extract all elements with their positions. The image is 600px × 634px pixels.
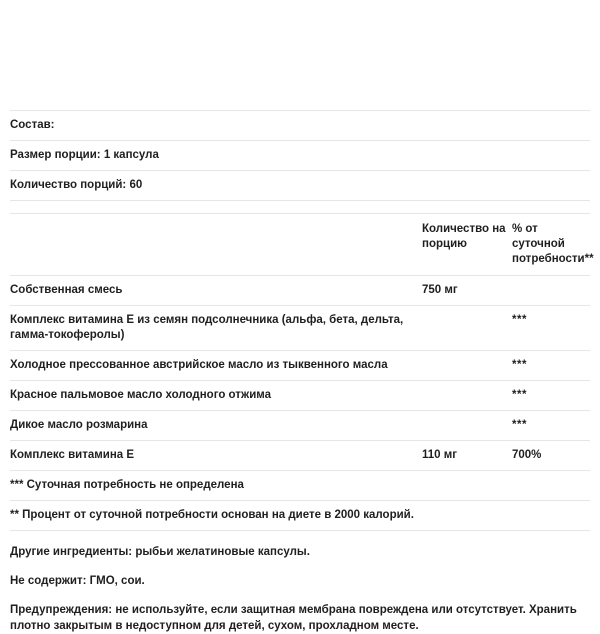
ingredient-amount bbox=[420, 381, 510, 411]
serving-size-row: Размер порции: 1 капсула bbox=[10, 149, 159, 161]
table-row bbox=[10, 171, 590, 201]
ingredient-name: Холодное прессованное австрийское масло из тыквенного масла bbox=[10, 359, 388, 371]
table-spacer-row bbox=[10, 201, 590, 214]
spacer-cell bbox=[510, 201, 590, 214]
warnings-note: Предупреждения: не используйте, если защитная мембрана повреждена или отсутствует. Хранить плотно закрытым в недоступном для детей, сухом, прохладном месте. bbox=[10, 604, 577, 632]
table-row bbox=[10, 306, 590, 351]
table-row bbox=[10, 111, 590, 141]
ingredient-daily-value bbox=[510, 276, 590, 306]
notes-section bbox=[10, 531, 590, 634]
other-ingredients-note: Другие ингредиенты: рыбьи желатиновые капсулы. bbox=[10, 546, 310, 558]
ingredient-daily-value: *** bbox=[512, 314, 527, 326]
supplement-facts-table bbox=[10, 110, 594, 531]
ingredient-amount bbox=[420, 351, 510, 381]
ingredient-amount bbox=[420, 306, 510, 351]
table-row bbox=[10, 411, 590, 441]
table-row bbox=[10, 351, 590, 381]
ingredient-name: Комплекс витамина Е bbox=[10, 449, 135, 461]
table-row bbox=[10, 381, 590, 411]
ingredient-name: Красное пальмовое масло холодного отжима bbox=[10, 389, 272, 401]
column-header-percent-daily-value: % от суточной потребности** bbox=[512, 223, 594, 265]
ingredient-amount: 110 мг bbox=[422, 449, 458, 461]
composition-heading: Состав: bbox=[10, 119, 55, 131]
spacer-cell bbox=[420, 201, 510, 214]
table-row bbox=[10, 441, 590, 471]
table-row bbox=[10, 141, 590, 171]
ingredient-name: Дикое масло розмарина bbox=[10, 419, 148, 431]
free-from-note: Не содержит: ГМО, сои. bbox=[10, 575, 145, 587]
top-blank-space bbox=[0, 0, 600, 110]
table-row bbox=[10, 501, 590, 531]
ingredient-amount bbox=[420, 411, 510, 441]
ingredient-daily-value: *** bbox=[512, 389, 527, 401]
column-header-amount-per-serving: Количество на порцию bbox=[422, 223, 506, 250]
column-header-name bbox=[10, 214, 420, 276]
ingredient-daily-value: *** bbox=[512, 419, 527, 431]
ingredient-daily-value: *** bbox=[512, 359, 527, 371]
servings-per-container-row: Количество порций: 60 bbox=[10, 179, 143, 191]
table-row bbox=[10, 471, 590, 501]
spacer-cell bbox=[10, 201, 420, 214]
footnote-daily-value-not-established: *** Суточная потребность не определена bbox=[10, 479, 244, 491]
ingredient-amount: 750 мг bbox=[422, 284, 458, 296]
ingredient-name: Комплекс витамина Е из семян подсолнечника (альфа, бета, дельта, гамма-токоферолы) bbox=[10, 314, 404, 341]
table-row bbox=[10, 276, 590, 306]
ingredient-daily-value: 700% bbox=[512, 449, 542, 461]
ingredient-name: Собственная смесь bbox=[10, 284, 123, 296]
footnote-percent-basis: ** Процент от суточной потребности основан на диете в 2000 калорий. bbox=[10, 509, 414, 521]
table-header-row bbox=[10, 214, 590, 276]
